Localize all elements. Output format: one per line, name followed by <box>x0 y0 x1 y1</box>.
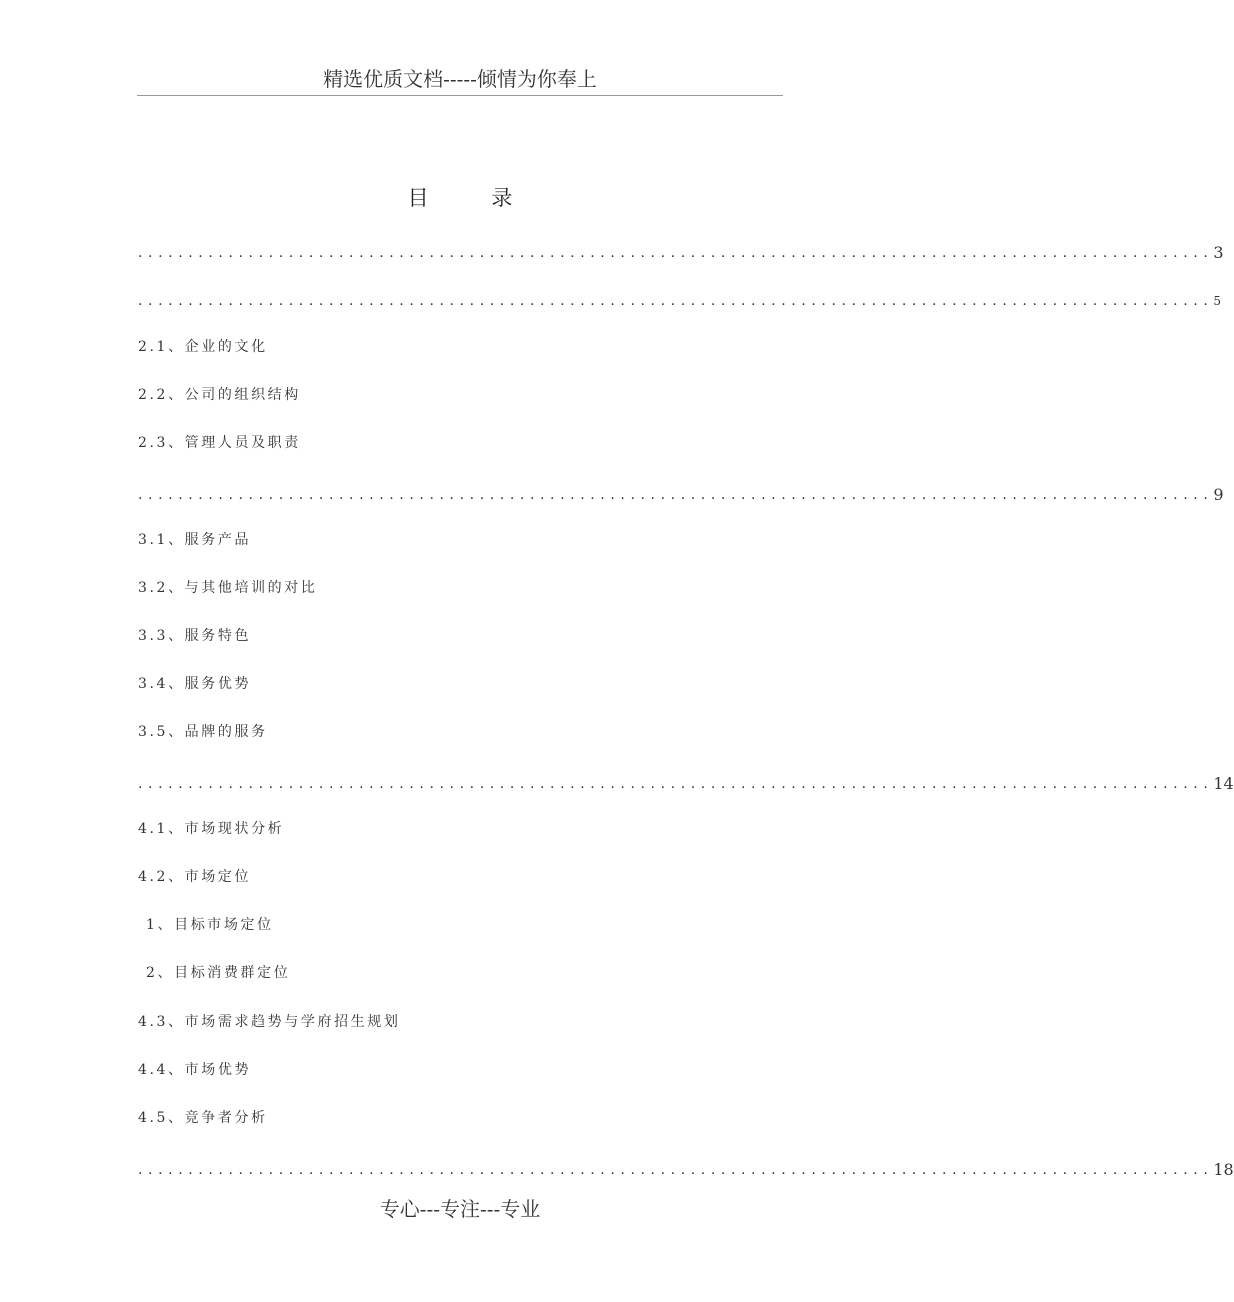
toc-item-4-2-1[interactable]: 1、目标市场定位 <box>146 917 274 933</box>
dot-leader: ........................................................................................................... <box>138 245 1214 261</box>
toc-item-2-1[interactable]: 2.1、企业的文化 <box>138 339 268 355</box>
toc-item-4-4[interactable]: 4.4、市场优势 <box>138 1062 252 1078</box>
toc-title: 目 录 <box>407 186 541 210</box>
page-number: 18 <box>1213 1160 1234 1179</box>
page-header: 精选优质文档-----倾情为你奉上 <box>137 64 783 96</box>
page-number: 9 <box>1213 485 1224 504</box>
dot-leader: ........................................................................................................... <box>138 776 1214 792</box>
toc-item-4-2-2[interactable]: 2、目标消费群定位 <box>146 965 291 981</box>
toc-item-4-5[interactable]: 4.5、竞争者分析 <box>138 1110 268 1126</box>
toc-entry-2[interactable] <box>138 289 1222 313</box>
page-number: 3 <box>1213 243 1224 262</box>
toc-item-3-3[interactable]: 3.3、服务特色 <box>138 628 252 644</box>
toc-item-3-2[interactable]: 3.2、与其他培训的对比 <box>138 580 318 596</box>
dot-leader: ........................................................................................................... <box>138 293 1214 309</box>
toc-entry-3[interactable] <box>138 483 1224 507</box>
toc-item-2-3[interactable]: 2.3、管理人员及职责 <box>138 435 301 451</box>
toc-item-3-1[interactable]: 3.1、服务产品 <box>138 532 252 548</box>
toc-entry-4[interactable] <box>138 772 1234 796</box>
page-footer: 专心---专注---专业 <box>379 1197 541 1221</box>
toc-item-3-5[interactable]: 3.5、品牌的服务 <box>138 724 268 740</box>
page-number: 14 <box>1213 774 1234 793</box>
toc-item-4-2[interactable]: 4.2、市场定位 <box>138 869 252 885</box>
toc-item-4-1[interactable]: 4.1、市场现状分析 <box>138 821 285 837</box>
page-number: 5 <box>1213 294 1222 308</box>
dot-leader: ........................................................................................................... <box>138 1162 1214 1178</box>
toc-item-4-3[interactable]: 4.3、市场需求趋势与学府招生规划 <box>138 1014 401 1030</box>
dot-leader: ........................................................................................................... <box>138 487 1214 503</box>
toc-entry-1[interactable] <box>138 241 1224 265</box>
toc-entry-5[interactable] <box>138 1158 1234 1182</box>
toc-item-2-2[interactable]: 2.2、公司的组织结构 <box>138 387 301 403</box>
toc-item-3-4[interactable]: 3.4、服务优势 <box>138 676 252 692</box>
